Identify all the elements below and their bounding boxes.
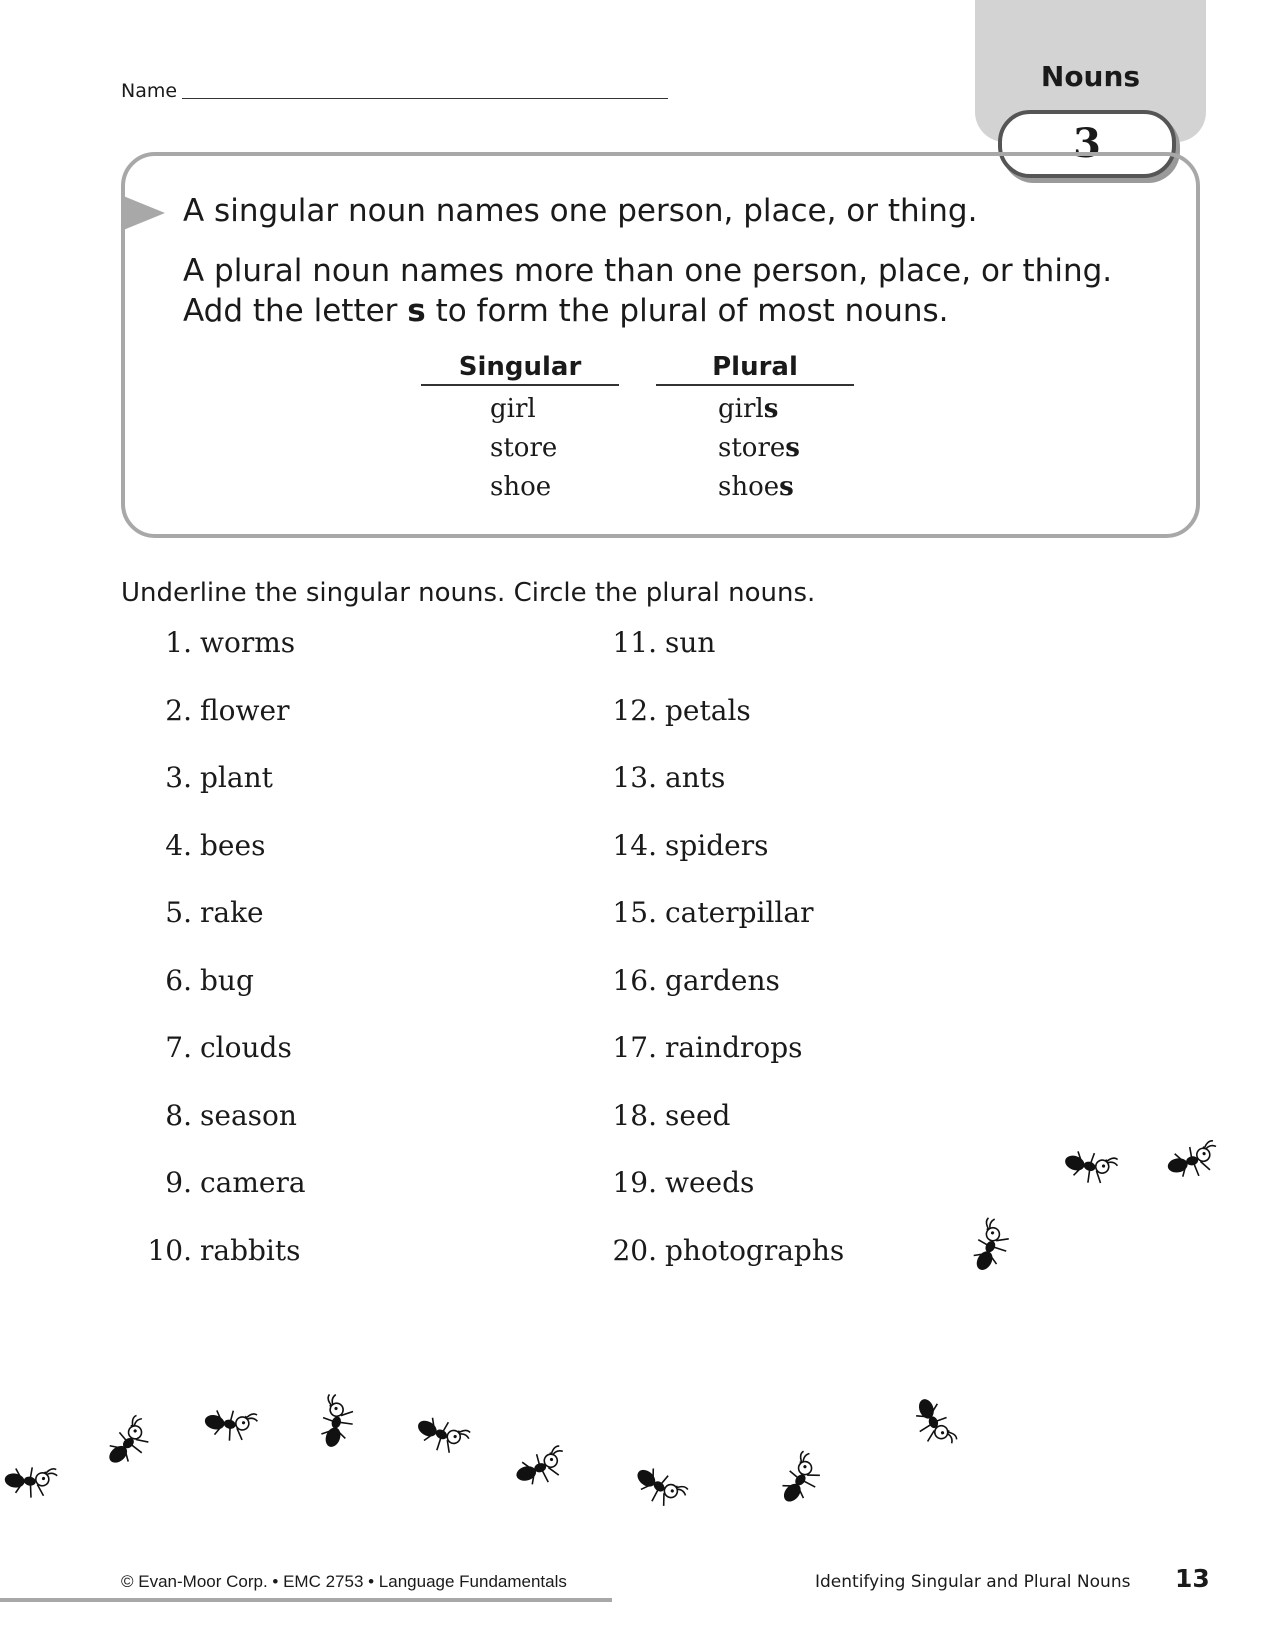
- footer-copyright: © Evan-Moor Corp. • EMC 2753 • Language Fundamentals: [121, 1572, 567, 1591]
- example-plural: [718, 433, 800, 463]
- item-word[interactable]: gardens: [665, 963, 780, 997]
- exercise-item[interactable]: [602, 964, 780, 998]
- example-plural: [718, 472, 794, 502]
- rule-add-s-prefix: Add the letter: [183, 293, 408, 329]
- exercise-item[interactable]: [602, 1031, 803, 1065]
- ant-icon: [89, 1405, 166, 1481]
- ant-icon: [505, 1435, 574, 1498]
- ant-icon: [953, 1209, 1025, 1284]
- ant-icon: [302, 1387, 369, 1459]
- rule-plural: A plural noun names more than one person, place, or thing.: [183, 253, 1113, 289]
- page-number: 13: [1175, 1564, 1210, 1593]
- ant-icon: [403, 1397, 478, 1469]
- footer-rule: [0, 1598, 612, 1602]
- exercise-item[interactable]: [137, 829, 265, 863]
- name-label: Name: [121, 80, 178, 102]
- item-number: 8.: [165, 1098, 192, 1132]
- name-line[interactable]: [182, 98, 668, 99]
- item-word[interactable]: plant: [200, 761, 273, 794]
- plural-suffix: s: [763, 394, 779, 424]
- ant-icon: [761, 1442, 837, 1519]
- exercise-item[interactable]: [602, 1234, 844, 1268]
- exercise-item[interactable]: [137, 896, 264, 930]
- exercise-item[interactable]: [602, 1166, 754, 1200]
- exercise-item[interactable]: [137, 1234, 301, 1268]
- item-number: 10.: [147, 1233, 192, 1267]
- exercise-item[interactable]: [602, 761, 725, 795]
- item-number: 17.: [612, 1031, 657, 1064]
- item-word[interactable]: seed: [665, 1098, 731, 1132]
- item-number: 20.: [612, 1233, 657, 1267]
- exercise-item[interactable]: [137, 1031, 292, 1065]
- exercise-item[interactable]: [602, 626, 715, 660]
- ant-icon: [1158, 1130, 1224, 1189]
- item-word[interactable]: weeds: [665, 1166, 755, 1199]
- item-number: 5.: [165, 896, 192, 929]
- example-plural: [718, 394, 778, 424]
- footer-title: Identifying Singular and Plural Nouns: [815, 1572, 1131, 1592]
- item-number: 12.: [612, 693, 657, 727]
- rule-add-s-letter: s: [407, 293, 426, 329]
- example-singular: girl: [490, 394, 536, 424]
- ant-icon: [1053, 1132, 1125, 1199]
- exercise-item[interactable]: [602, 694, 751, 728]
- ant-icon: [621, 1447, 698, 1523]
- exercise-item[interactable]: [137, 1099, 297, 1133]
- item-word[interactable]: sun: [665, 626, 716, 659]
- item-word[interactable]: bees: [200, 828, 266, 862]
- item-word[interactable]: season: [200, 1098, 297, 1132]
- column-header-plural: Plural: [656, 352, 854, 386]
- plural-stem: shoe: [718, 472, 780, 502]
- item-number: 15.: [612, 896, 657, 929]
- exercise-item[interactable]: [137, 694, 289, 728]
- item-word[interactable]: flower: [200, 693, 290, 727]
- pointer-arrow-icon: [121, 195, 165, 231]
- rule-singular: A singular noun names one person, place, or thing.: [183, 193, 978, 229]
- ant-icon: [901, 1385, 968, 1457]
- item-number: 2.: [165, 693, 192, 727]
- item-number: 9.: [165, 1166, 192, 1199]
- rule-add-s: [183, 292, 949, 330]
- item-word[interactable]: raindrops: [665, 1031, 803, 1064]
- item-number: 1.: [165, 626, 192, 659]
- item-word[interactable]: caterpillar: [665, 896, 814, 929]
- item-number: 11.: [612, 626, 657, 659]
- item-number: 13.: [612, 761, 657, 794]
- item-word[interactable]: ants: [665, 761, 726, 794]
- exercise-item[interactable]: [137, 761, 273, 795]
- item-number: 18.: [612, 1098, 657, 1132]
- plural-stem: girl: [718, 394, 764, 424]
- item-number: 7.: [165, 1031, 192, 1064]
- exercise-item[interactable]: [137, 1166, 306, 1200]
- item-number: 19.: [612, 1166, 657, 1199]
- item-number: 16.: [612, 963, 657, 997]
- item-number: 6.: [165, 963, 192, 997]
- exercise-item[interactable]: [602, 896, 813, 930]
- plural-suffix: s: [785, 433, 800, 463]
- instructions: Underline the singular nouns. Circle the plural nouns.: [121, 578, 816, 608]
- item-word[interactable]: camera: [200, 1166, 306, 1199]
- ant-icon: [195, 1391, 264, 1454]
- item-word[interactable]: petals: [665, 693, 751, 727]
- example-singular: shoe: [490, 472, 552, 502]
- exercise-item[interactable]: [137, 964, 254, 998]
- plural-suffix: s: [779, 472, 794, 502]
- item-word[interactable]: clouds: [200, 1031, 292, 1064]
- item-number: 4.: [165, 828, 192, 862]
- section-number: 3: [998, 110, 1176, 178]
- item-word[interactable]: bug: [200, 963, 254, 997]
- section-title: Nouns: [1040, 60, 1141, 93]
- exercise-item[interactable]: [137, 626, 295, 660]
- column-header-singular: Singular: [421, 352, 619, 386]
- example-singular: store: [490, 433, 558, 463]
- item-word[interactable]: photographs: [665, 1233, 845, 1267]
- plural-stem: store: [718, 433, 786, 463]
- exercise-item[interactable]: [602, 829, 769, 863]
- item-word[interactable]: worms: [200, 626, 296, 659]
- item-number: 14.: [612, 828, 657, 862]
- item-word[interactable]: rake: [200, 896, 264, 929]
- item-word[interactable]: rabbits: [200, 1233, 301, 1267]
- item-number: 3.: [165, 761, 192, 794]
- exercise-item[interactable]: [602, 1099, 730, 1133]
- item-word[interactable]: spiders: [665, 828, 769, 862]
- rule-add-s-suffix: to form the plural of most nouns.: [425, 293, 949, 329]
- ant-icon: [0, 1450, 62, 1509]
